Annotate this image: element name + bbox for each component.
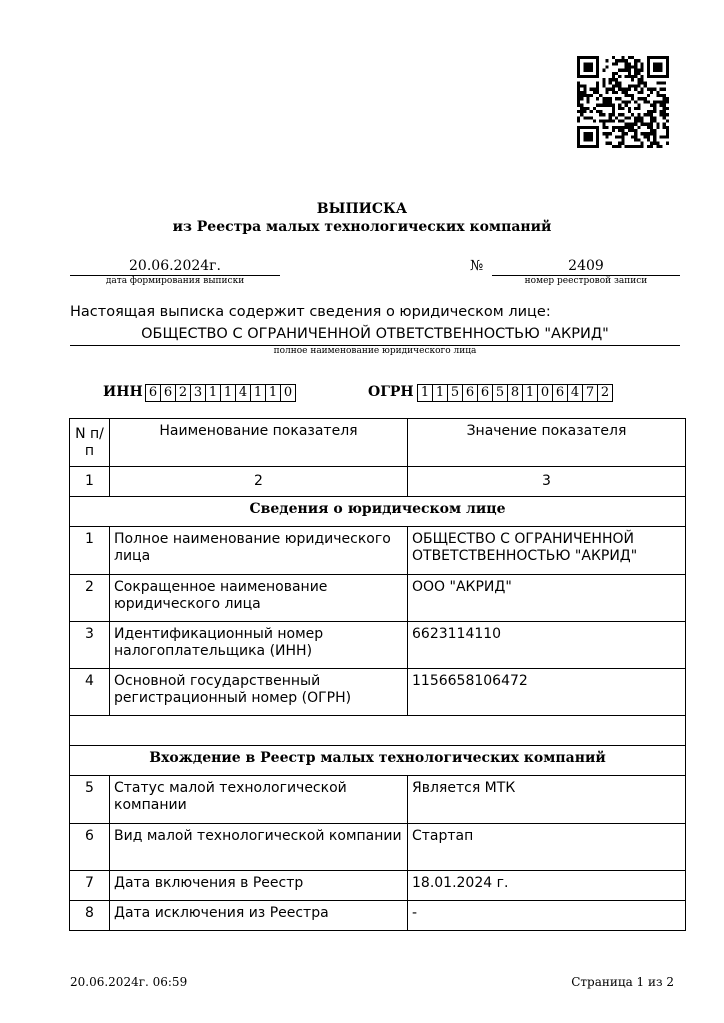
col-number-1: 1 xyxy=(70,467,110,497)
section-row xyxy=(70,746,686,776)
section-legal-entity: Сведения о юридическом лице xyxy=(70,497,686,527)
register-table xyxy=(69,418,686,931)
company-caption: полное наименование юридического лица xyxy=(273,346,477,356)
document-subtitle: из Реестра малых технологических компаний xyxy=(172,219,552,235)
row-name: Сокращенное наименование юридического лица xyxy=(110,575,408,622)
inn-digit: 3 xyxy=(190,384,206,402)
col-number-2: 2 xyxy=(110,467,408,497)
row-value: Стартап xyxy=(408,824,686,871)
empty-cell xyxy=(70,716,686,746)
row-num: 7 xyxy=(70,871,110,901)
inn-digit: 0 xyxy=(280,384,296,402)
inn-digit: 1 xyxy=(205,384,221,402)
table-row xyxy=(70,776,686,824)
ogrn-digit: 1 xyxy=(522,384,538,402)
ogrn-label: ОГРН xyxy=(368,384,414,400)
registry-number: 2409 xyxy=(568,258,604,274)
table-header-row xyxy=(70,419,686,467)
number-caption: номер реестровой записи xyxy=(524,276,648,286)
row-name: Статус малой технологической компании xyxy=(110,776,408,824)
ogrn-cells xyxy=(418,384,613,402)
row-num: 1 xyxy=(70,527,110,575)
section-registry-entry: Вхождение в Реестр малых технологических компаний xyxy=(70,746,686,776)
table-row xyxy=(70,669,686,716)
column-number-row xyxy=(70,467,686,497)
row-name: Основной государственный регистрационный номер (ОГРН) xyxy=(110,669,408,716)
row-name: Идентификационный номер налогоплательщика (ИНН) xyxy=(110,622,408,669)
row-name: Дата исключения из Реестра xyxy=(110,901,408,931)
row-value: ООО "АКРИД" xyxy=(408,575,686,622)
footer-page-number: Страница 1 из 2 xyxy=(571,975,674,989)
document-title: ВЫПИСКА xyxy=(316,201,408,217)
table-row xyxy=(70,575,686,622)
row-value: 1156658106472 xyxy=(408,669,686,716)
inn-digit: 1 xyxy=(250,384,266,402)
row-num: 3 xyxy=(70,622,110,669)
qr-code xyxy=(572,56,674,148)
row-value: 18.01.2024 г. xyxy=(408,871,686,901)
row-name: Полное наименование юридического лица xyxy=(110,527,408,575)
inn-digit: 1 xyxy=(220,384,236,402)
ogrn-digit: 2 xyxy=(597,384,613,402)
intro-text: Настоящая выписка содержит сведения о юридическом лице: xyxy=(70,304,551,320)
header-name: Наименование показателя xyxy=(110,419,408,467)
row-num: 4 xyxy=(70,669,110,716)
inn-digit: 1 xyxy=(265,384,281,402)
inn-digit: 4 xyxy=(235,384,251,402)
table-row xyxy=(70,824,686,871)
row-value: ОБЩЕСТВО С ОГРАНИЧЕННОЙ ОТВЕТСТВЕННОСТЬЮ "АКРИД" xyxy=(408,527,686,575)
ogrn-digit: 5 xyxy=(492,384,508,402)
table-row xyxy=(70,901,686,931)
ogrn-digit: 1 xyxy=(432,384,448,402)
date-caption: дата формирования выписки xyxy=(105,276,245,286)
ogrn-digit: 6 xyxy=(462,384,478,402)
ogrn-digit: 7 xyxy=(582,384,598,402)
header-num: N п/п xyxy=(70,419,110,467)
formation-date: 20.06.2024г. xyxy=(129,258,221,274)
inn-label: ИНН xyxy=(103,384,143,400)
inn-digit: 2 xyxy=(175,384,191,402)
inn-cells xyxy=(146,384,296,402)
section-row xyxy=(70,497,686,527)
footer-timestamp: 20.06.2024г. 06:59 xyxy=(70,975,188,989)
row-name: Дата включения в Реестр xyxy=(110,871,408,901)
number-sign: № xyxy=(470,258,484,274)
empty-row xyxy=(70,716,686,746)
table-row xyxy=(70,527,686,575)
row-num: 8 xyxy=(70,901,110,931)
col-number-3: 3 xyxy=(408,467,686,497)
row-num: 2 xyxy=(70,575,110,622)
ogrn-digit: 0 xyxy=(537,384,553,402)
table-row xyxy=(70,622,686,669)
row-value: Является МТК xyxy=(408,776,686,824)
row-value: 6623114110 xyxy=(408,622,686,669)
ogrn-digit: 6 xyxy=(477,384,493,402)
ogrn-digit: 1 xyxy=(417,384,433,402)
table-row xyxy=(70,871,686,901)
company-name: ОБЩЕСТВО С ОГРАНИЧЕННОЙ ОТВЕТСТВЕННОСТЬЮ "АКРИД" xyxy=(141,326,609,342)
row-value: - xyxy=(408,901,686,931)
ogrn-digit: 8 xyxy=(507,384,523,402)
row-num: 6 xyxy=(70,824,110,871)
ogrn-digit: 5 xyxy=(447,384,463,402)
row-num: 5 xyxy=(70,776,110,824)
ogrn-digit: 4 xyxy=(567,384,583,402)
header-value: Значение показателя xyxy=(408,419,686,467)
inn-digit: 6 xyxy=(145,384,161,402)
inn-digit: 6 xyxy=(160,384,176,402)
ogrn-digit: 6 xyxy=(552,384,568,402)
row-name: Вид малой технологической компании xyxy=(110,824,408,871)
